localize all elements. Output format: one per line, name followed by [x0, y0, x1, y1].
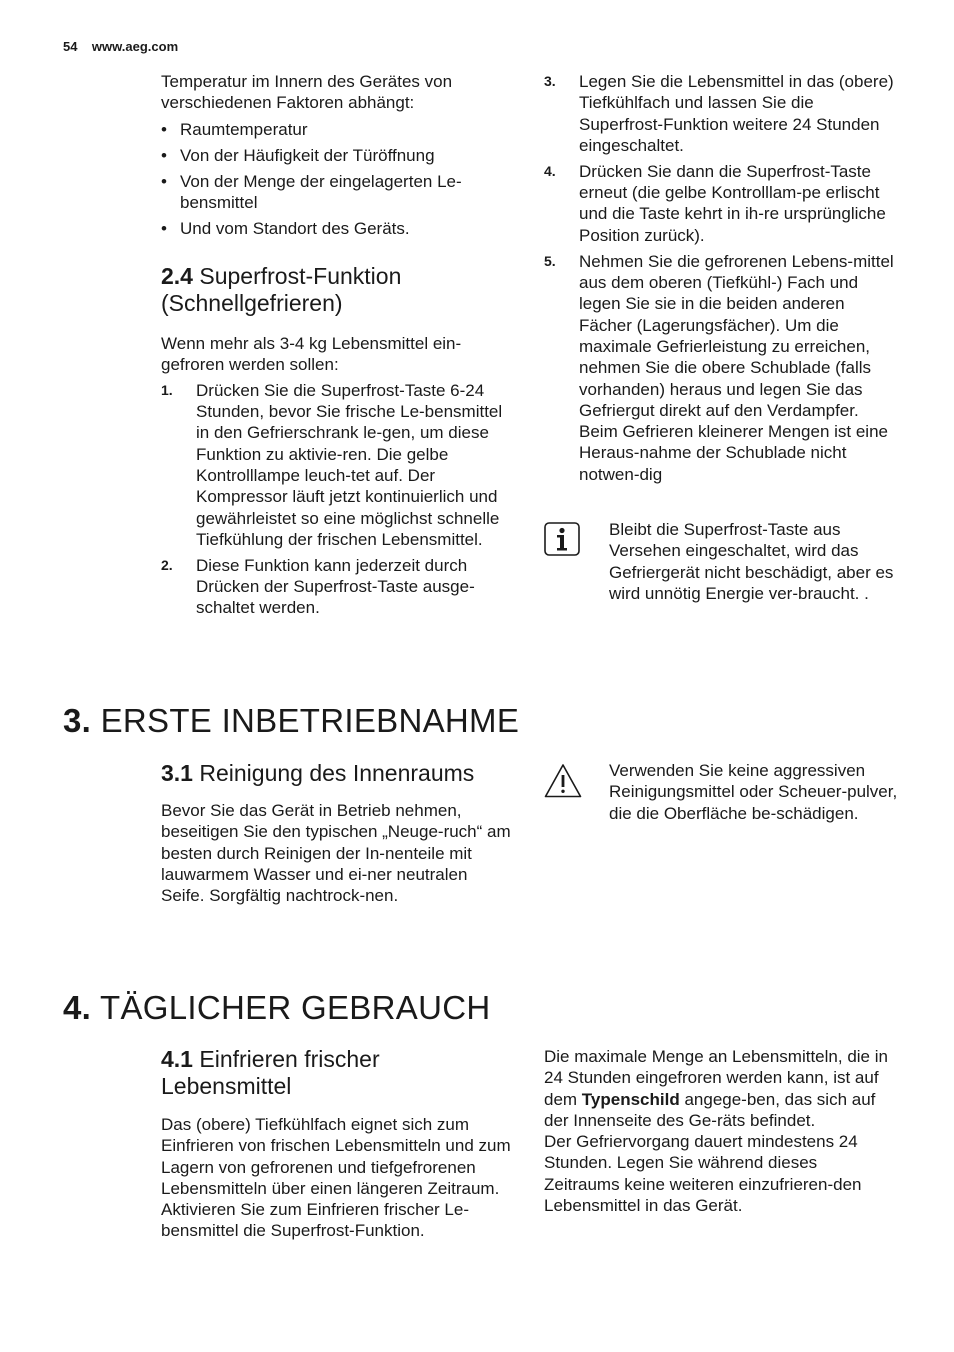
capacity-text: angege-ben, das sich auf der Innenseite des Ge-räts befindet.: [544, 1089, 876, 1130]
step-item: [161, 380, 513, 550]
step-item: [544, 161, 896, 246]
capacity-text: Die maximale Menge an Lebensmitteln, die in 24 Stunden eingefroren werden kann, ist auf dem: [544, 1047, 888, 1109]
page-header: [63, 38, 178, 56]
chapter-heading-3: [63, 701, 519, 741]
step-item: [544, 71, 896, 156]
page-number: 54: [63, 39, 78, 54]
chapter-title: ERSTE INBETRIEBNAHME: [100, 702, 520, 739]
step-number: 5.: [544, 252, 556, 269]
list-item: • Von der Menge der eingelagerten Le-bensmittel: [161, 171, 513, 214]
freezing-left-text: [161, 1114, 513, 1242]
right-column-top: [544, 71, 896, 490]
duration-paragraph: Der Gefriervorgang dauert mindestens 24 Stunden. Legen Sie während dieses Zeitraums keine weiteren einzufrieren-den Lebensmittel in das Gerät.: [544, 1132, 862, 1216]
chapter-number: 4.: [63, 989, 92, 1026]
section-heading-2-4: [161, 263, 513, 317]
section-heading-3-1: [161, 760, 474, 787]
steps-list: [161, 380, 513, 619]
capacity-paragraph: [544, 1046, 896, 1131]
info-icon: [544, 522, 580, 556]
step-text: Drücken Sie die Superfrost-Taste 6-24 Stunden, bevor Sie frische Le-bensmittel in den Gefrierschrank le-gen, um diese Funktion zu aktivie-ren. Die gelbe Kontrolllampe leuch-tet auf. Der Kompressor läuft jetzt kontinuierlich und gewährleistet so eine möglichst schnelle Tiefkühlung der frischen Lebensmittel.: [196, 380, 503, 549]
freezing-right-text: [544, 1046, 896, 1216]
left-column-top: [161, 71, 513, 623]
step-number: 1.: [161, 381, 173, 398]
heading-text: Einfrieren frischer Lebensmittel: [161, 1046, 380, 1099]
step-number: 2.: [161, 556, 173, 573]
chapter-heading-4: [63, 988, 490, 1028]
step-number: 3.: [544, 73, 556, 89]
heading-number: 4.1: [161, 1046, 193, 1072]
heading-number: 3.1: [161, 760, 193, 786]
list-item: • Von der Häufigkeit der Türöffnung: [161, 145, 513, 166]
section-heading-4-1: [161, 1046, 513, 1100]
warning-note: Verwenden Sie keine aggressiven Reinigungsmittel oder Scheuer-pulver, die die Oberfläche be-schädigen.: [609, 761, 898, 823]
step-text: Legen Sie die Lebensmittel in das (obere) Tiefkühlfach und lassen Sie die Superfrost-Funktion weitere 24 Stunden eingeschaltet.: [579, 72, 894, 155]
step-item: [161, 555, 513, 619]
cleaning-text: Bevor Sie das Gerät in Betrieb nehmen, beseitigen Sie den typischen „Neuge-ruch“ am besten durch Reinigen der In-nenteile mit lauwarmem Wasser und ei-ner neutralen Seife. Sorgfältig nachtrock-nen.: [161, 801, 511, 906]
rating-plate-term: Typenschild: [581, 1089, 680, 1109]
steps-list-continued: [544, 71, 896, 485]
info-note: Bleibt die Superfrost-Taste aus Versehen eingeschaltet, wird das Gefriergerät nicht beschädigt, aber es wird unnötig Energie ver-braucht. .: [609, 520, 894, 603]
freezing-paragraph: Aktivieren Sie zum Einfrieren frischer Le-bensmittel die Superfrost-Funktion.: [161, 1200, 470, 1241]
factor-list: [161, 119, 513, 240]
heading-number: 2.4: [161, 263, 193, 290]
list-item: • Raumtemperatur: [161, 119, 513, 140]
chapter-title: TÄGLICHER GEBRAUCH: [100, 989, 491, 1026]
heading-text: Superfrost-Funktion (Schnellgefrieren): [161, 263, 402, 317]
warning-icon: [544, 763, 582, 799]
step-number: 4.: [544, 162, 556, 179]
site-url: www.aeg.com: [91, 39, 179, 54]
intro-text: Temperatur im Innern des Gerätes von verschiedenen Faktoren abhängt:: [161, 72, 453, 113]
step-text: Drücken Sie dann die Superfrost-Taste erneut (die gelbe Kontrolllam-pe erlischt und die Taste kehrt in ih-re ursprüngliche Position zurück).: [579, 161, 886, 245]
step-text: Nehmen Sie die gefrorenen Lebens-mittel aus dem oberen (Tiefkühl-) Fach und legen Sie sie in die beiden anderen Fächer (Lagerungsfächer). Um die maximale Gefrierleistung zu erreichen, nehmen Sie die obere Schublade (falls vorhanden) heraus und legen Sie das Gefriergut direkt auf den Verdampfer. Beim Gefrieren kleinerer Mengen ist eine Heraus-nahme der Schublade nicht notwen-dig: [579, 251, 894, 484]
lead-text: Wenn mehr als 3-4 kg Lebensmittel ein-gefroren werden sollen:: [161, 334, 462, 375]
freezing-paragraph: Das (obere) Tiefkühlfach eignet sich zum Einfrieren von frischen Lebensmitteln und zum Lagern von gefrorenen und tiefgefrorenen Lebensmitteln über einen längeren Zeitraum.: [161, 1115, 511, 1198]
chapter-number: 3.: [63, 702, 92, 739]
step-text: Diese Funktion kann jederzeit durch Drücken der Superfrost-Taste ausge-schaltet werden.: [196, 555, 475, 618]
step-item: [544, 251, 896, 485]
heading-text: Reinigung des Innenraums: [199, 760, 475, 786]
list-item: • Und vom Standort des Geräts.: [161, 218, 513, 239]
